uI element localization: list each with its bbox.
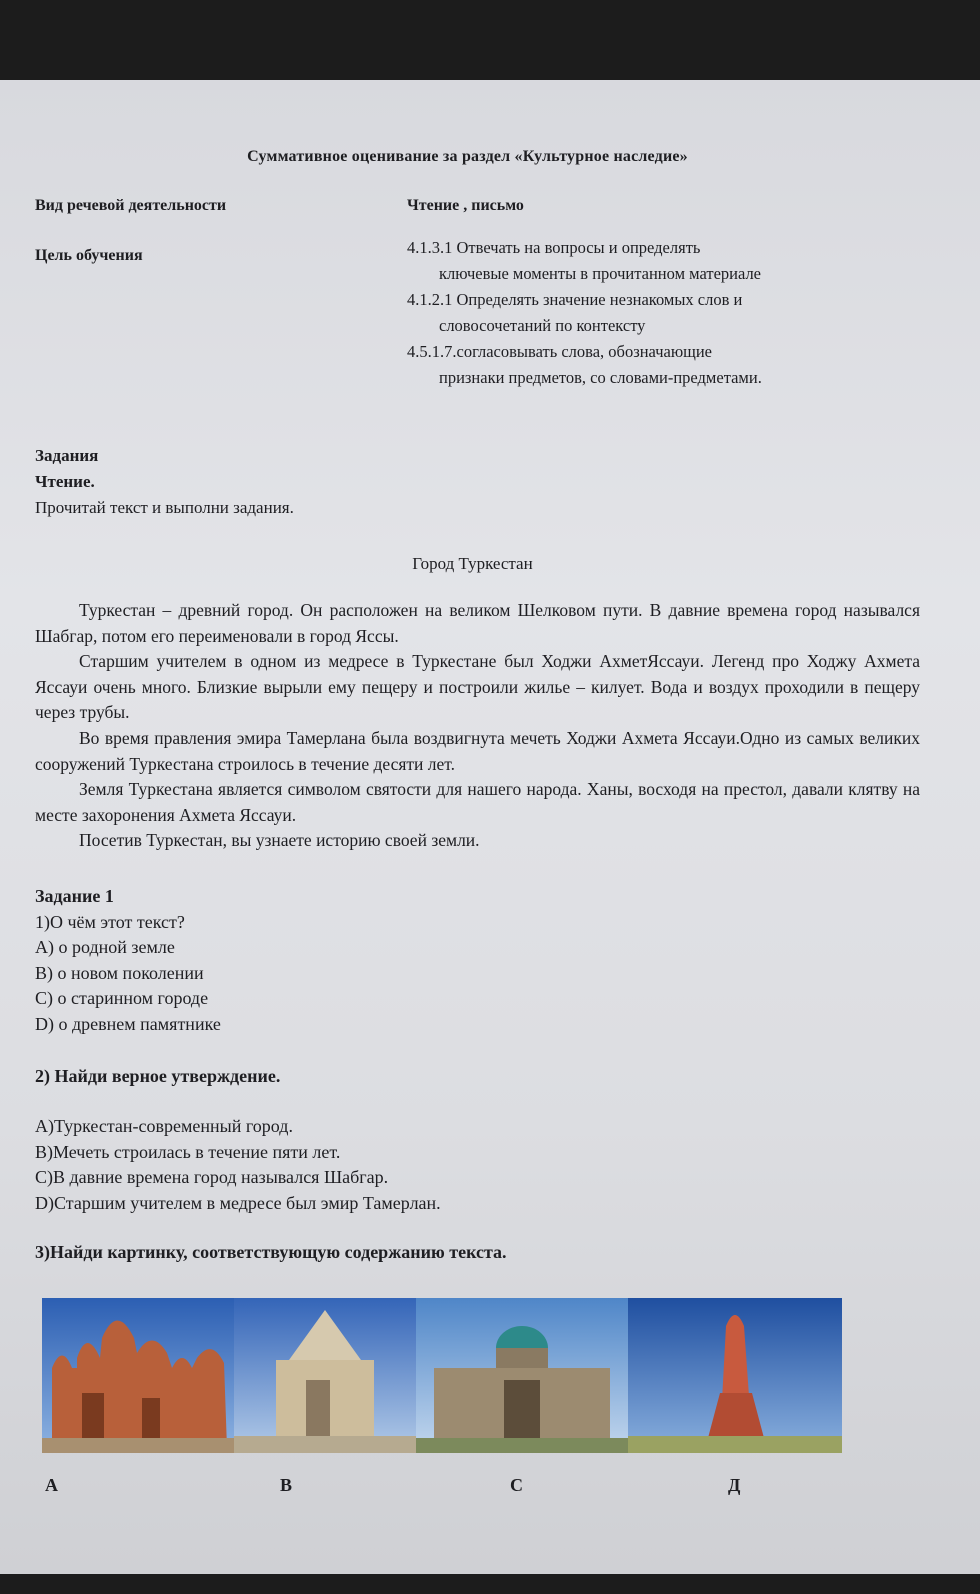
reading-heading: Чтение. (35, 472, 95, 491)
picture-strip (42, 1298, 842, 1453)
instruction: Прочитай текст и выполни задания. (35, 498, 294, 517)
question-1: 1)О чём этот текст? (35, 911, 185, 932)
task1-heading: Задание 1 (35, 886, 114, 906)
activity-value: Чтение , письмо (407, 197, 524, 214)
goal-line: 4.1.2.1 Определять значение незнакомых слов и (407, 290, 743, 309)
goal-line: ключевые моменты в прочитанном материале (439, 264, 761, 283)
question-1-block (35, 884, 221, 1037)
paragraph: Старшим учителем в одном из медресе в Туркестане был Ходжи АхметЯссауи. Легенд про Ходжу Ахмета Яссауи очень много. Близкие вырыли ему пещеру и построили жилье – килует. Вода и воздух проходили в пещеру через трубы. (35, 651, 920, 723)
answer-option: B)Мечеть строилась в течение пяти лет. (35, 1141, 341, 1162)
answer-option: C)В давние времена город назывался Шабгар. (35, 1167, 389, 1187)
mosque-domes-image (42, 1298, 234, 1453)
text-title: Город Туркестан (412, 554, 533, 573)
question-3: 3)Найди картинку, соответствующую содержанию текста. (35, 1242, 507, 1262)
goal-label: Цель обучения (35, 247, 143, 264)
picture-label: Д (728, 1475, 741, 1495)
reading-text (35, 598, 920, 854)
goal-line: 4.1.3.1 Отвечать на вопросы и определять (407, 238, 701, 257)
answer-option: A)Туркестан-современный город. (35, 1116, 293, 1136)
blue-dome-mausoleum-image (416, 1298, 628, 1453)
paragraph: Посетив Туркестан, вы узнаете историю своей земли. (79, 830, 480, 851)
page-title: Суммативное оценивание за раздел «Культурное наследие» (247, 148, 688, 165)
question-2-options (35, 1114, 441, 1216)
goal-line: 4.5.1.7.согласовывать слова, обозначающие (407, 342, 713, 361)
activity-label: Вид речевой деятельности (35, 197, 227, 214)
goal-line: признаки предметов, со словами-предметами. (439, 368, 762, 387)
picture-label: C (510, 1475, 523, 1495)
answer-option: B) о новом поколении (35, 962, 204, 983)
tasks-heading: Задания (35, 446, 99, 465)
paragraph: Во время правления эмира Тамерлана была воздвигнута мечеть Ходжи Ахмета Яссауи.Одно из самых великих сооружений Туркестана строилось в течение десяти лет. (35, 727, 920, 774)
question-2: 2) Найди верное утверждение. (35, 1066, 281, 1086)
pyramid-mausoleum-image (234, 1298, 416, 1453)
paragraph: Туркестан – древний город. Он расположен на великом Шелковом пути. В давние времена город назывался Шабгар, потом его переименовали в город Яссы. (35, 600, 920, 646)
answer-option: C) о старинном городе (35, 988, 209, 1008)
paragraph: Земля Туркестана является символом святости для нашего народа. Ханы, восходя на престол, давали клятву на месте захоронения Ахмета Яссауи. (35, 779, 920, 825)
answer-option: D)Старшим учителем в медресе был эмир Тамерлан. (35, 1192, 441, 1213)
picture-label: B (280, 1475, 293, 1495)
goal-line: словосочетаний по контексту (439, 316, 646, 335)
picture-label: A (45, 1475, 58, 1495)
goal-list (407, 235, 762, 391)
answer-option: A) о родной земле (35, 937, 175, 957)
answer-option: D) о древнем памятнике (35, 1013, 221, 1034)
brick-tower-image (628, 1298, 842, 1453)
